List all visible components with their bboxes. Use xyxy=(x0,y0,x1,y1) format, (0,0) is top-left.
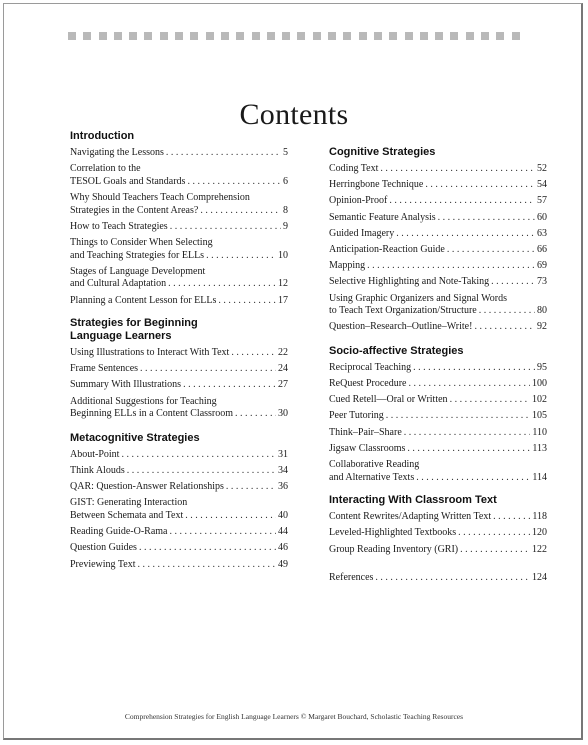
entry-label: Group Reading Inventory (GRI) xyxy=(329,543,459,555)
dot-leader xyxy=(218,295,276,308)
dot-leader xyxy=(138,559,277,572)
toc-section xyxy=(329,572,547,585)
toc-entry[interactable] xyxy=(329,276,547,289)
entry-label: About-Point xyxy=(70,448,120,460)
dot-leader xyxy=(413,362,535,375)
decorative-square xyxy=(374,32,382,40)
page-number: 17 xyxy=(278,294,288,306)
entry-label: Reading Guide-O-Rama xyxy=(70,526,168,538)
page-number: 27 xyxy=(278,379,288,391)
entry-label: Question Guides xyxy=(70,542,137,554)
toc-entry[interactable] xyxy=(70,449,288,462)
entry-label: TESOL Goals and Standards xyxy=(70,175,186,187)
page-number: 80 xyxy=(537,305,547,317)
dot-leader xyxy=(121,449,276,462)
toc-entry[interactable] xyxy=(70,192,288,217)
decorative-square xyxy=(206,32,214,40)
entry-label: Jigsaw Classrooms xyxy=(329,442,406,454)
toc-entry[interactable] xyxy=(329,572,547,585)
toc-entry[interactable] xyxy=(70,347,288,360)
dot-leader xyxy=(127,465,276,478)
toc-entry[interactable] xyxy=(329,163,547,176)
page-footer: Comprehension Strategies for English Language Learners © Margaret Bouchard, Scholastic Teaching Resources xyxy=(124,712,464,721)
dot-leader xyxy=(458,527,530,540)
page-number: 63 xyxy=(537,227,547,239)
decorative-square xyxy=(144,32,152,40)
entry-label: Correlation to the xyxy=(70,163,141,175)
decorative-square xyxy=(129,32,137,40)
page-number: 60 xyxy=(537,211,547,223)
toc-entry[interactable] xyxy=(329,293,547,318)
page-number: 46 xyxy=(278,542,288,554)
toc-entry[interactable] xyxy=(70,295,288,308)
decorative-square xyxy=(68,32,76,40)
entry-label: QAR: Question-Answer Relationships xyxy=(70,481,224,493)
page-number: 24 xyxy=(278,363,288,375)
section-heading: Language Learners xyxy=(70,330,172,343)
entry-label: Anticipation-Reaction Guide xyxy=(329,243,445,255)
page-number: 52 xyxy=(537,163,547,174)
entry-label: and Cultural Adaptation xyxy=(70,278,167,290)
dot-leader xyxy=(168,278,276,291)
section-heading: Interacting With Classroom Text xyxy=(329,494,497,507)
toc-entry[interactable] xyxy=(70,526,288,539)
page-number: 124 xyxy=(532,572,547,584)
section-heading: Introduction xyxy=(70,130,135,142)
section-heading: Metacognitive Strategies xyxy=(70,431,200,444)
toc-entry[interactable] xyxy=(329,179,547,192)
page-number: 114 xyxy=(532,471,547,483)
dot-leader xyxy=(183,379,276,392)
dot-leader xyxy=(438,212,535,225)
page-number: 54 xyxy=(537,179,547,191)
dot-leader xyxy=(404,427,531,440)
section-heading: Cognitive Strategies xyxy=(329,146,436,158)
toc-entry[interactable] xyxy=(329,544,547,557)
entry-label: Previewing Text xyxy=(70,558,136,570)
entry-label: ReQuest Procedure xyxy=(329,378,407,390)
toc-entry[interactable] xyxy=(70,221,288,234)
decorative-square xyxy=(450,32,458,40)
toc-section xyxy=(70,130,288,307)
toc-entry[interactable] xyxy=(329,362,547,375)
entry-label: References xyxy=(329,572,374,584)
dot-leader xyxy=(416,472,530,485)
entry-label: Frame Sentences xyxy=(70,363,139,375)
entry-label: Mapping xyxy=(329,260,366,272)
page-number: 10 xyxy=(278,249,288,261)
toc-entry[interactable] xyxy=(329,443,547,456)
dot-leader xyxy=(460,544,530,557)
dot-leader xyxy=(425,179,535,192)
left-column xyxy=(70,130,288,575)
entry-label: Beginning ELLs in a Content Classroom xyxy=(70,408,234,420)
decorative-square xyxy=(466,32,474,40)
decorative-square xyxy=(359,32,367,40)
decorative-square xyxy=(160,32,168,40)
toc-entry[interactable] xyxy=(70,363,288,376)
entry-label: Semantic Feature Analysis xyxy=(329,211,436,223)
dot-leader xyxy=(206,250,276,263)
toc-entry[interactable] xyxy=(70,497,288,522)
dot-leader xyxy=(226,481,276,494)
page-number: 105 xyxy=(532,410,547,422)
toc-entry[interactable] xyxy=(329,459,547,484)
entry-label: Why Should Teachers Teach Comprehension xyxy=(70,191,250,203)
toc-entry[interactable] xyxy=(329,260,547,273)
decorative-square xyxy=(512,32,520,40)
entry-label: GIST: Generating Interaction xyxy=(70,497,188,509)
toc-entry[interactable] xyxy=(329,527,547,540)
dot-leader xyxy=(367,260,535,273)
decorative-square xyxy=(496,32,504,40)
decorative-square xyxy=(83,32,91,40)
toc-entry[interactable] xyxy=(329,410,547,423)
dot-leader xyxy=(200,205,281,218)
page-number: 22 xyxy=(278,347,288,359)
dot-leader xyxy=(396,228,535,241)
decorative-square xyxy=(190,32,198,40)
page-number: 66 xyxy=(537,243,547,255)
page-number: 120 xyxy=(532,527,547,539)
dot-leader xyxy=(407,443,530,456)
entry-label: Think Alouds xyxy=(70,465,125,477)
entry-label: Herringbone Technique xyxy=(329,179,424,191)
dot-leader xyxy=(166,147,281,160)
toc-section xyxy=(329,146,547,334)
page-number: 9 xyxy=(283,220,288,232)
toc-entry[interactable] xyxy=(70,147,288,160)
toc-section xyxy=(329,494,547,556)
decorative-square xyxy=(99,32,107,40)
decorative-square xyxy=(420,32,428,40)
page-number: 44 xyxy=(278,526,288,538)
toc-entry[interactable] xyxy=(70,559,288,572)
dot-leader xyxy=(231,347,276,360)
entry-label: Collaborative Reading xyxy=(329,459,420,470)
page-number: 40 xyxy=(278,510,288,521)
dot-leader xyxy=(389,195,535,208)
toc-section xyxy=(70,432,288,571)
entry-label: Selective Highlighting and Note-Taking xyxy=(329,276,490,288)
entry-label: Additional Suggestions for Teaching xyxy=(70,395,217,407)
toc-section xyxy=(70,317,288,421)
entry-label: and Alternative Texts xyxy=(329,471,415,483)
dot-leader xyxy=(479,305,535,318)
entry-label: Navigating the Lessons xyxy=(70,147,164,158)
right-column xyxy=(329,146,547,588)
page-number: 6 xyxy=(283,175,288,187)
decorative-square xyxy=(389,32,397,40)
entry-label: Guided Imagery xyxy=(329,227,395,239)
toc-entry[interactable] xyxy=(70,542,288,555)
toc-entry[interactable] xyxy=(329,394,547,407)
page-number: 5 xyxy=(283,147,288,158)
page-number: 31 xyxy=(278,448,288,460)
toc-entry[interactable] xyxy=(70,266,288,291)
section-heading: Strategies for Beginning xyxy=(70,317,198,330)
entry-label: Stages of Language Development xyxy=(70,265,206,277)
decorative-square xyxy=(114,32,122,40)
page-number: 8 xyxy=(283,204,288,216)
toc-entry[interactable] xyxy=(329,228,547,241)
page-number: 69 xyxy=(537,260,547,272)
page-number: 100 xyxy=(532,378,547,390)
decorative-top-bar xyxy=(68,32,520,41)
entry-label: to Teach Text Organization/Structure xyxy=(329,305,477,317)
decorative-square xyxy=(297,32,305,40)
page-number: 30 xyxy=(278,408,288,420)
dot-leader xyxy=(474,321,535,334)
toc-entry[interactable] xyxy=(70,396,288,421)
toc-entry[interactable] xyxy=(70,465,288,478)
entry-label: Coding Text xyxy=(329,163,379,174)
decorative-square xyxy=(313,32,321,40)
entry-label: Peer Tutoring xyxy=(329,410,384,422)
dot-leader xyxy=(140,363,276,376)
page-number: 95 xyxy=(537,361,547,373)
page-number: 34 xyxy=(278,465,288,477)
toc-entry[interactable] xyxy=(70,163,288,188)
toc-entry[interactable] xyxy=(70,237,288,262)
dot-leader xyxy=(375,572,530,585)
decorative-square xyxy=(252,32,260,40)
entry-label: Things to Consider When Selecting xyxy=(70,236,213,248)
entry-label: Planning a Content Lesson for ELLs xyxy=(70,294,217,306)
dot-leader xyxy=(493,511,530,524)
dot-leader xyxy=(169,526,276,539)
dot-leader xyxy=(380,163,535,176)
page-number: 118 xyxy=(532,511,547,523)
decorative-square xyxy=(343,32,351,40)
dot-leader xyxy=(139,542,276,555)
toc-entry[interactable] xyxy=(329,378,547,391)
page-number: 92 xyxy=(537,321,547,333)
toc-entry[interactable] xyxy=(70,379,288,392)
dot-leader xyxy=(491,276,535,289)
entry-label: Cued Retell—Oral or Written xyxy=(329,394,448,406)
page-title: Contents xyxy=(239,98,349,132)
entry-label: Leveled-Highlighted Textbooks xyxy=(329,527,457,539)
decorative-square xyxy=(282,32,290,40)
section-heading: Socio-affective Strategies xyxy=(329,344,464,357)
entry-label: Summary With Illustrations xyxy=(70,379,182,391)
entry-label: Opinion-Proof xyxy=(329,195,388,207)
entry-label: Question–Research–Outline–Write! xyxy=(329,321,473,333)
toc-entry[interactable] xyxy=(329,244,547,257)
entry-label: Strategies in the Content Areas? xyxy=(70,204,199,216)
page-number: 110 xyxy=(532,426,547,438)
decorative-square xyxy=(236,32,244,40)
page-number: 36 xyxy=(278,481,288,493)
page-number: 12 xyxy=(278,278,288,290)
page-number: 49 xyxy=(278,558,288,570)
page-number: 57 xyxy=(537,195,547,207)
dot-leader xyxy=(386,410,530,423)
decorative-square xyxy=(435,32,443,40)
page-number: 102 xyxy=(532,394,547,406)
page-number: 73 xyxy=(537,276,547,288)
decorative-square xyxy=(405,32,413,40)
toc-entry[interactable] xyxy=(329,321,547,334)
decorative-square xyxy=(221,32,229,40)
decorative-square xyxy=(481,32,489,40)
dot-leader xyxy=(235,408,276,421)
toc-entry[interactable] xyxy=(70,481,288,494)
dot-leader xyxy=(447,244,535,257)
toc-entry[interactable] xyxy=(329,427,547,440)
entry-label: and Teaching Strategies for ELLs xyxy=(70,249,205,261)
decorative-square xyxy=(175,32,183,40)
toc-entry[interactable] xyxy=(329,212,547,225)
dot-leader xyxy=(450,394,530,407)
toc-entry[interactable] xyxy=(329,511,547,524)
page-number: 113 xyxy=(532,442,547,454)
page-number: 122 xyxy=(532,543,547,555)
decorative-square xyxy=(267,32,275,40)
dot-leader xyxy=(185,510,276,523)
dot-leader xyxy=(170,221,281,234)
entry-label: Between Schemata and Text xyxy=(70,510,184,521)
entry-label: Think–Pair–Share xyxy=(329,426,402,438)
entry-label: How to Teach Strategies xyxy=(70,220,168,232)
entry-label: Reciprocal Teaching xyxy=(329,361,412,373)
entry-label: Using Graphic Organizers and Signal Words xyxy=(329,292,507,304)
decorative-square xyxy=(328,32,336,40)
dot-leader xyxy=(187,176,281,189)
dot-leader xyxy=(408,378,530,391)
entry-label: Using Illustrations to Interact With Text xyxy=(70,347,230,359)
toc-section xyxy=(329,345,547,484)
entry-label: Content Rewrites/Adapting Written Text xyxy=(329,511,492,523)
toc-entry[interactable] xyxy=(329,195,547,208)
